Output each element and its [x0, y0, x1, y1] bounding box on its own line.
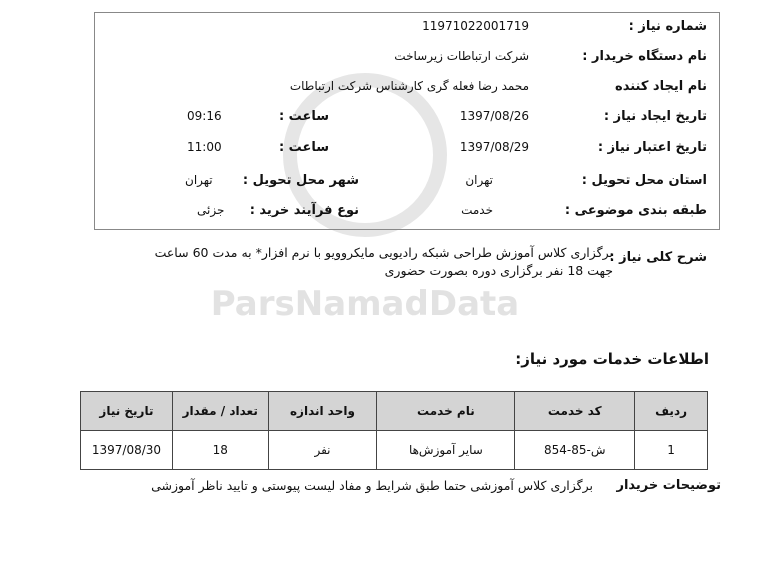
category-value: خدمت	[461, 203, 493, 217]
need-number-label: شماره نیاز :	[628, 19, 707, 34]
row-need-number	[95, 19, 719, 43]
created-time-label: ساعت :	[278, 109, 329, 124]
cell-row-number: 1	[635, 431, 708, 470]
created-date-value: 1397/08/26	[459, 109, 529, 123]
buyer-notes-label: توضیحات خریدار	[616, 478, 721, 493]
col-row-number: ردیف	[635, 392, 708, 431]
valid-time-value: 11:00	[187, 140, 222, 154]
valid-date-value: 1397/08/29	[459, 140, 529, 154]
row-valid-date	[95, 140, 719, 164]
creator-value: محمد رضا فعله گری کارشناس شرکت ارتباطات	[289, 79, 529, 93]
buyer-org-value: شرکت ارتباطات زیرساخت	[394, 49, 529, 63]
col-need-date: تاریخ نیاز	[81, 392, 173, 431]
created-date-label: تاریخ ایجاد نیاز :	[603, 109, 707, 124]
row-created-date	[95, 109, 719, 133]
cell-need-date: 1397/08/30	[81, 431, 173, 470]
watermark-brand: ParsNamadData	[210, 284, 520, 324]
province-label: استان محل تحویل :	[581, 173, 707, 188]
created-time-value: 09:16	[187, 109, 222, 123]
cell-service-code: ش-85-854	[515, 431, 635, 470]
need-number-value: 11971022001719	[422, 19, 529, 33]
services-title: اطلاعات خدمات مورد نیاز:	[515, 350, 709, 368]
cell-unit: نفر	[268, 431, 377, 470]
row-delivery	[95, 173, 719, 197]
cell-service-name: سایر آموزش‌ها	[377, 431, 515, 470]
process-value: جزئی	[197, 203, 225, 217]
col-unit: واحد اندازه	[268, 392, 377, 431]
category-label: طبقه بندی موضوعی :	[564, 203, 707, 218]
row-creator	[95, 79, 719, 103]
row-buyer-org	[95, 49, 719, 73]
buyer-org-label: نام دستگاه خریدار :	[582, 49, 707, 64]
description-text: برگزاری کلاس آموزش طراحی شبکه رادیویی مایکروویو با نرم افزار* به مدت 60 ساعت جهت 18 نفر برگزاری دوره بصورت حضوری	[154, 245, 613, 278]
col-service-code: کد خدمت	[515, 392, 635, 431]
city-value: تهران	[185, 173, 213, 187]
col-service-name: نام خدمت	[377, 392, 515, 431]
table-header-row	[81, 392, 708, 431]
buyer-notes-text: برگزاری کلاس آموزشی حتما طبق شرایط و مفاد لیست پیوستی و تایید ناظر آموزشی	[151, 478, 593, 493]
cell-quantity: 18	[172, 431, 268, 470]
col-quantity: تعداد / مقدار	[172, 392, 268, 431]
description-label: شرح کلی نیاز :	[609, 250, 707, 265]
process-label: نوع فرآیند خرید :	[249, 203, 359, 218]
services-table	[80, 391, 708, 470]
table-row	[81, 431, 708, 470]
creator-label: نام ایجاد کننده	[615, 79, 707, 94]
city-label: شهر محل تحویل :	[242, 173, 359, 188]
row-category	[95, 203, 719, 227]
valid-date-label: تاریخ اعتبار نیاز :	[597, 140, 707, 155]
valid-time-label: ساعت :	[278, 140, 329, 155]
need-info-box	[94, 12, 720, 230]
province-value: تهران	[465, 173, 493, 187]
